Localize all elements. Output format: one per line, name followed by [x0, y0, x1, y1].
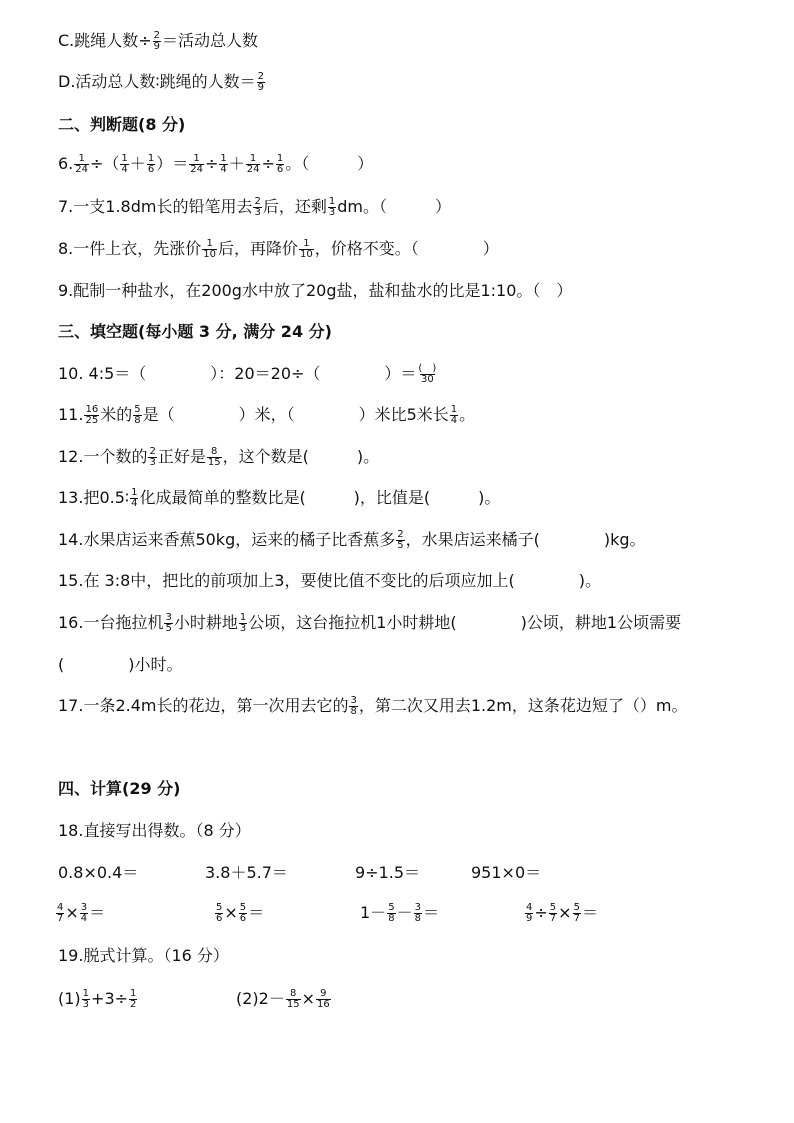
- section-2-title: 二、判断题(8 分): [58, 115, 186, 134]
- fraction: $\frac{3}{8}$: [414, 902, 421, 924]
- fraction: $\frac{1}{3}$: [328, 196, 336, 218]
- fraction: $\frac{1}{4}$: [220, 153, 227, 175]
- fraction: $\frac{3}{5}$: [165, 612, 172, 634]
- fraction: $\frac{1}{24}$: [246, 153, 260, 175]
- calc-item: 1－ $\frac{5}{8}$ － $\frac{3}{8}$ ＝: [360, 902, 439, 924]
- question-19: 19.脱式计算。（16 分）: [58, 946, 229, 965]
- question-12: 12.一个数的 $\frac{2}{3}$ 正好是 $\frac{8}{15}$ ，这个数是( )。: [58, 446, 380, 468]
- fraction: $\frac{5}{6}$: [239, 902, 247, 924]
- fraction: $\frac{5}{7}$: [549, 902, 557, 924]
- fraction: $\frac{1}{24}$: [75, 153, 88, 175]
- question-9: 9.配制一种盐水，在200g水中放了20g盐，盐和盐水的比是1:10。（ ）: [58, 281, 573, 300]
- fraction: $\frac{5}{8}$: [388, 902, 395, 924]
- fraction: $\frac{8}{15}$: [207, 446, 221, 468]
- fraction: $\frac{2}{3}$: [254, 196, 261, 218]
- fraction: $\frac{1}{4}$: [131, 487, 138, 509]
- question-8: 8.一件上衣，先涨价 $\frac{1}{10}$ 后，再降价 $\frac{1}{10}$ ，价格不变。（ ）: [58, 238, 499, 260]
- question-13: 13.把0.5∶ $\frac{1}{4}$ 化成最简单的整数比是( )，比值是( )。: [58, 487, 501, 509]
- question-16-continued: ( )小时。: [58, 655, 183, 674]
- fraction: $\frac{4}{9}$: [526, 902, 533, 924]
- fraction: $\frac{1}{10}$: [203, 238, 217, 260]
- fraction: $\frac{16}{25}$: [85, 404, 99, 426]
- question-19-part-2: (2)2－ $\frac{8}{15}$ × $\frac{9}{16}$: [236, 988, 330, 1010]
- calc-item: 0.8×0.4＝: [58, 863, 139, 882]
- fraction: $\frac{5}{6}$: [216, 902, 223, 924]
- fraction: $\frac{2}{5}$: [397, 529, 404, 551]
- fraction: $\frac{1}{2}$: [130, 988, 137, 1010]
- question-11: 11. $\frac{16}{25}$ 米的 $\frac{5}{8}$ 是（ ）米，（ ）米比5米长 $\frac{1}{4}$ 。: [58, 404, 476, 426]
- option-c: C.跳绳人数÷ $\frac{2}{9}$ ＝活动总人数: [58, 30, 259, 52]
- calc-item: 3.8＋5.7＝: [205, 863, 288, 882]
- question-15: 15.在 3:8中，把比的前项加上3，要使比值不变比的后项应加上( )。: [58, 571, 601, 590]
- fraction: $\frac{1}{6}$: [147, 153, 155, 175]
- fraction: $\frac{1}{3}$: [82, 988, 90, 1010]
- fraction: $\frac{5}{7}$: [573, 902, 580, 924]
- question-18: 18.直接写出得数。（8 分）: [58, 821, 251, 840]
- calc-item: $\frac{5}{6}$ × $\frac{5}{6}$ ＝: [216, 902, 265, 924]
- fraction: $\frac{4}{7}$: [57, 902, 64, 924]
- fraction: $\frac{1}{4}$: [450, 404, 458, 426]
- fraction: $\frac{9}{16}$: [317, 988, 330, 1010]
- fraction: $\frac{2}{9}$: [153, 30, 161, 52]
- fraction: $\frac{2}{9}$: [257, 71, 264, 93]
- question-6: 6. $\frac{1}{24}$ ÷（ $\frac{1}{4}$ ＋ $\frac{1}{6}$ ）＝ $\frac{1}{24}$ ÷ $\frac{1}{4}$ ＋ $\frac{1}{24}$ ÷ $\frac{1}{6}$ 。（ ）: [58, 153, 374, 175]
- option-d: D.活动总人数∶跳绳的人数＝ $\frac{2}{9}$: [58, 71, 264, 93]
- question-16: 16.一台拖拉机 $\frac{3}{5}$ 小时耕地 $\frac{1}{3}$ 公顷，这台拖拉机1小时耕地( )公顷，耕地1公顷需要: [58, 612, 682, 634]
- section-3-title: 三、填空题(每小题 3 分, 满分 24 分): [58, 322, 332, 341]
- fraction: $\frac{1}{6}$: [276, 153, 284, 175]
- fraction: $\frac{3}{4}$: [80, 902, 88, 924]
- question-17: 17.一条2.4m长的花边，第一次用去它的 $\frac{3}{8}$ ，第二次又用去1.2m，这条花边短了（）m。: [58, 695, 688, 717]
- question-14: 14.水果店运来香蕉50kg，运来的橘子比香蕉多 $\frac{2}{5}$ ，水果店运来橘子( )kg。: [58, 529, 646, 551]
- calc-item: 951×0＝: [471, 863, 542, 882]
- question-7: 7.一支1.8dm长的铅笔用去 $\frac{2}{3}$ 后，还剩 $\frac{1}{3}$ dm。（ ）: [58, 196, 451, 218]
- fraction: $\frac{( )}{30}$: [418, 363, 437, 385]
- section-4-title: 四、计算(29 分): [58, 779, 181, 798]
- fraction: $\frac{1}{4}$: [121, 153, 128, 175]
- fraction: $\frac{1}{3}$: [239, 612, 247, 634]
- fraction: $\frac{1}{24}$: [190, 153, 203, 175]
- calc-item: $\frac{4}{9}$ ÷ $\frac{5}{7}$ × $\frac{5}{7}$ ＝: [526, 902, 598, 924]
- fraction: $\frac{2}{3}$: [149, 446, 156, 468]
- fraction: $\frac{8}{15}$: [286, 988, 300, 1010]
- fraction: $\frac{5}{8}$: [134, 404, 141, 426]
- question-19-part-1: (1) $\frac{1}{3}$ +3÷ $\frac{1}{2}$: [58, 988, 137, 1010]
- calc-item: $\frac{4}{7}$ × $\frac{3}{4}$ ＝: [57, 902, 106, 924]
- fraction: $\frac{3}{8}$: [350, 695, 357, 717]
- question-10: 10. 4:5＝（ ）：20＝20÷（ ）＝ $\frac{( )}{30}$: [58, 363, 437, 385]
- calc-item: 9÷1.5＝: [355, 863, 421, 882]
- fraction: $\frac{1}{10}$: [300, 238, 313, 260]
